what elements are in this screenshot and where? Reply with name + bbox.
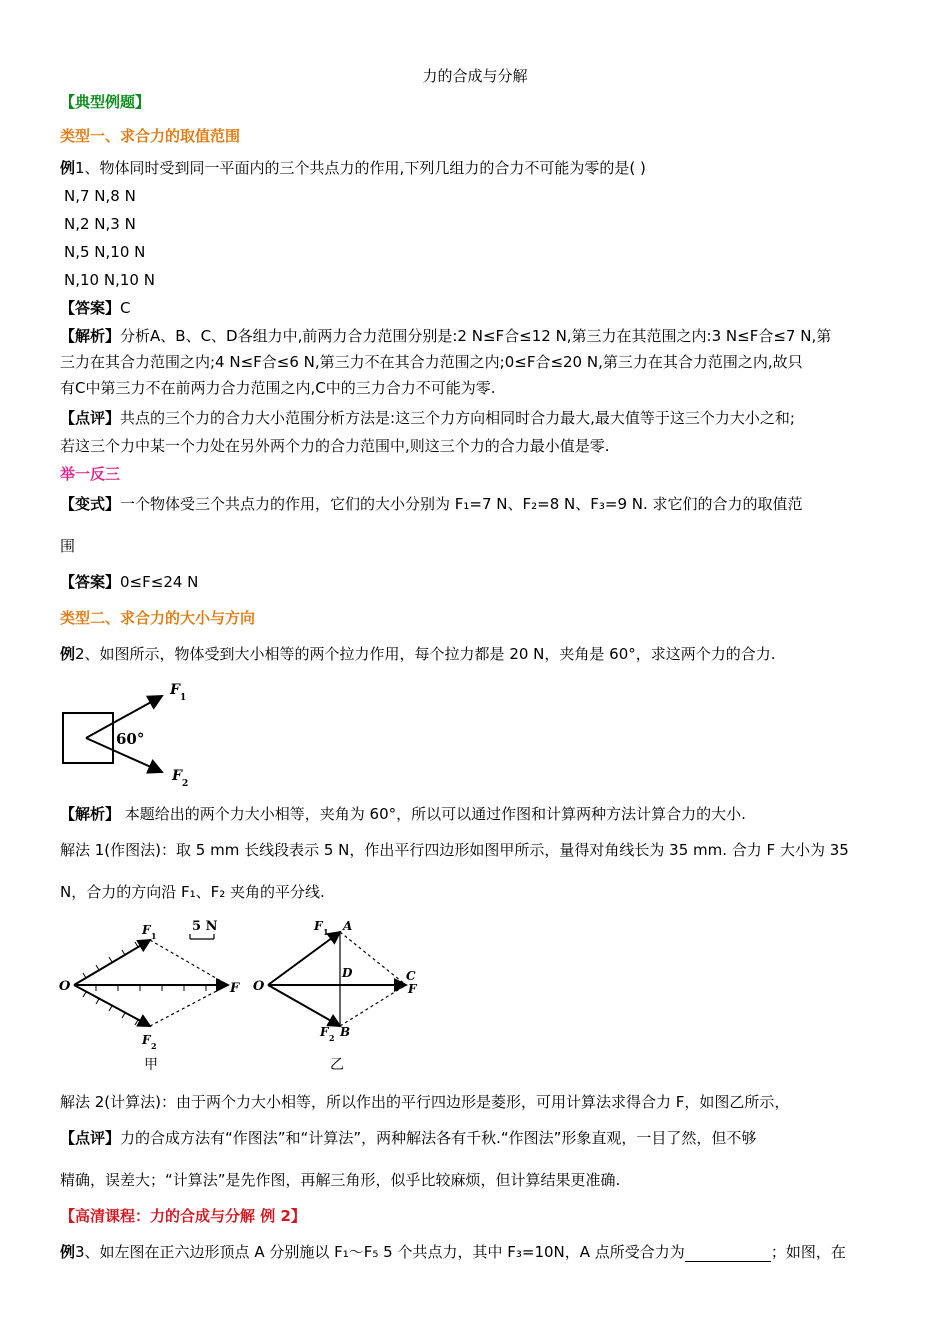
f1-subscript: 1 — [180, 693, 187, 703]
f1-label: F — [170, 682, 180, 698]
example2-question — [60, 644, 776, 664]
figure-caption-yi: 乙 — [330, 1057, 344, 1073]
analysis-line: 分析A、B、C、D各组力中,前两力合力范围分别是:2 N≤F合≤12 N,第三力在其范围之内:3 N≤F合≤7 N,第 — [120, 327, 832, 345]
type1-heading-text: 类型一、求合力的取值范围 — [60, 127, 241, 145]
figure-caption-jia: 甲 — [144, 1057, 158, 1073]
answer-value: 0≤F≤24 N — [120, 573, 199, 591]
scale-ticks — [83, 942, 206, 1025]
method2-text: 解法 2(计算法)：由于两个力大小相等，所以作出的平行四边形是菱形，可用计算法求得合力 F，如图乙所示， — [60, 1093, 790, 1111]
example1-label: 例 — [60, 159, 76, 177]
scale-label: 5 N — [192, 919, 218, 934]
example1-text: 1、物体同时受到同一平面内的三个共点力的作用,下列几组力的合力不可能为零的是( ) — [75, 159, 646, 177]
example1-question — [60, 158, 646, 178]
f2-vector — [268, 985, 340, 1026]
example2-analysis — [60, 804, 746, 824]
analysis-tag: 【解析】 — [60, 805, 121, 823]
variant-question — [60, 494, 803, 514]
example2-label: 例 — [60, 645, 76, 663]
type2-heading — [60, 608, 255, 628]
example1-option-c: N,5 N,10 N — [64, 243, 146, 261]
example1-analysis — [60, 326, 831, 346]
f1-subscript: 1 — [323, 927, 329, 937]
variant-tag: 【变式】 — [60, 495, 121, 513]
method1-text-cont: N，合力的方向沿 F₁、F₂ 夹角的平分线. — [60, 883, 325, 901]
resultant-label: F — [408, 982, 417, 996]
f2-label: F — [172, 768, 182, 784]
origin-label: O — [59, 979, 71, 994]
variant-text-cont: 围 — [60, 537, 76, 555]
answer-value: C — [120, 299, 131, 317]
f1-subscript: 1 — [151, 931, 157, 941]
variant-text: 一个物体受三个共点力的作用，它们的大小分别为 F₁=7 N、F₂=8 N、F₃=9 N. 求它们的合力的取值范 — [120, 495, 803, 513]
point-c-label: C — [406, 969, 416, 983]
dashed-side — [340, 985, 406, 1026]
f2-subscript: 2 — [329, 1033, 335, 1043]
analysis-line: 三力在其合力范围之内;4 N≤F合≤6 N,第三力不在其合力范围之内;0≤F合≤20 N,第三力在其合力范围之内,故只 — [60, 353, 803, 371]
example1-comment — [60, 408, 795, 428]
comment-line: 力的合成方法有“作图法”和“计算法”，两种解法各有千秋.“作图法”形象直观，一目了然，但不够 — [120, 1129, 757, 1147]
course-link: 【高清课程：力的合成与分解 例 2】 — [60, 1207, 306, 1225]
example3-label: 例 — [60, 1243, 76, 1261]
variant-answer — [60, 572, 198, 592]
f2-subscript: 2 — [182, 779, 189, 788]
origin-label: O — [253, 979, 265, 994]
comment-line: 共点的三个力的合力大小范围分析方法是:这三个力方向相同时合力最大,最大值等于这三个力大小之和; — [120, 409, 795, 427]
example3-text-end: ；如图，在 — [770, 1243, 846, 1261]
point-a-label: A — [343, 919, 353, 933]
f1-vector — [74, 940, 150, 985]
point-b-label: B — [340, 1025, 351, 1039]
f2-label: F — [320, 1025, 329, 1039]
comment-line: 若这三个力中某一个力处在另外两个力的合力范围中,则这三个力的合力最小值是零. — [60, 437, 610, 455]
angle-label: 60° — [116, 730, 145, 748]
f1-vector — [268, 932, 340, 985]
answer-tag: 【答案】 — [60, 299, 121, 317]
answer-tag: 【答案】 — [60, 573, 121, 591]
analysis-line: 有C中第三力不在前两力合力范围之内,C中的三力合力不可能为零. — [60, 379, 496, 397]
example1-option-b: N,2 N,3 N — [64, 215, 136, 233]
comment-tag: 【点评】 — [60, 1129, 121, 1147]
example1-answer — [60, 298, 131, 318]
f2-vector — [74, 985, 150, 1026]
method1-text: 解法 1(作图法)：取 5 mm 长线段表示 5 N，作出平行四边形如图甲所示，量得对角线长为 35 mm. 合力 F 大小为 35 — [60, 841, 849, 859]
page-title: 力的合成与分解 — [422, 67, 528, 85]
f2-subscript: 2 — [151, 1041, 157, 1051]
comment-line: 精确，误差大；“计算法”是先作图，再解三角形，似乎比较麻烦，但计算结果更准确. — [60, 1171, 621, 1189]
type2-heading-text: 类型二、求合力的大小与方向 — [60, 609, 256, 627]
f1-label: F — [142, 923, 151, 937]
force-diagram-60deg — [58, 678, 208, 788]
dashed-side — [150, 985, 228, 1026]
practice-heading: 举一反三 — [60, 465, 121, 483]
rhombus-figure-yi — [250, 914, 430, 1074]
section-header: 【典型例题】 — [60, 93, 151, 111]
point-d-label: D — [342, 966, 353, 980]
analysis-tag: 【解析】 — [60, 327, 121, 345]
answer-blank — [685, 1247, 771, 1262]
example2-text: 2、如图所示，物体受到大小相等的两个拉力作用，每个拉力都是 20 N，夹角是 60°，求这两个力的合力. — [75, 645, 776, 663]
dashed-side — [150, 940, 228, 985]
example1-option-d: N,10 N,10 N — [64, 271, 155, 289]
analysis-text: 本题给出的两个力大小相等，夹角为 60°，所以可以通过作图和计算两种方法计算合力的大小. — [120, 805, 746, 823]
example2-comment — [60, 1128, 756, 1148]
example3-text: 3、如左图在正六边形顶点 A 分别施以 F₁～F₅ 5 个共点力，其中 F₃=10N，A 点所受合力为 — [75, 1243, 685, 1261]
example1-option-a: N,7 N,8 N — [64, 187, 136, 205]
type1-heading — [60, 126, 240, 146]
parallelogram-figure-jia — [56, 914, 246, 1074]
resultant-label: F — [230, 981, 240, 996]
f1-label: F — [314, 919, 323, 933]
example3-question — [60, 1242, 846, 1262]
f2-label: F — [142, 1033, 151, 1047]
comment-tag: 【点评】 — [60, 409, 121, 427]
